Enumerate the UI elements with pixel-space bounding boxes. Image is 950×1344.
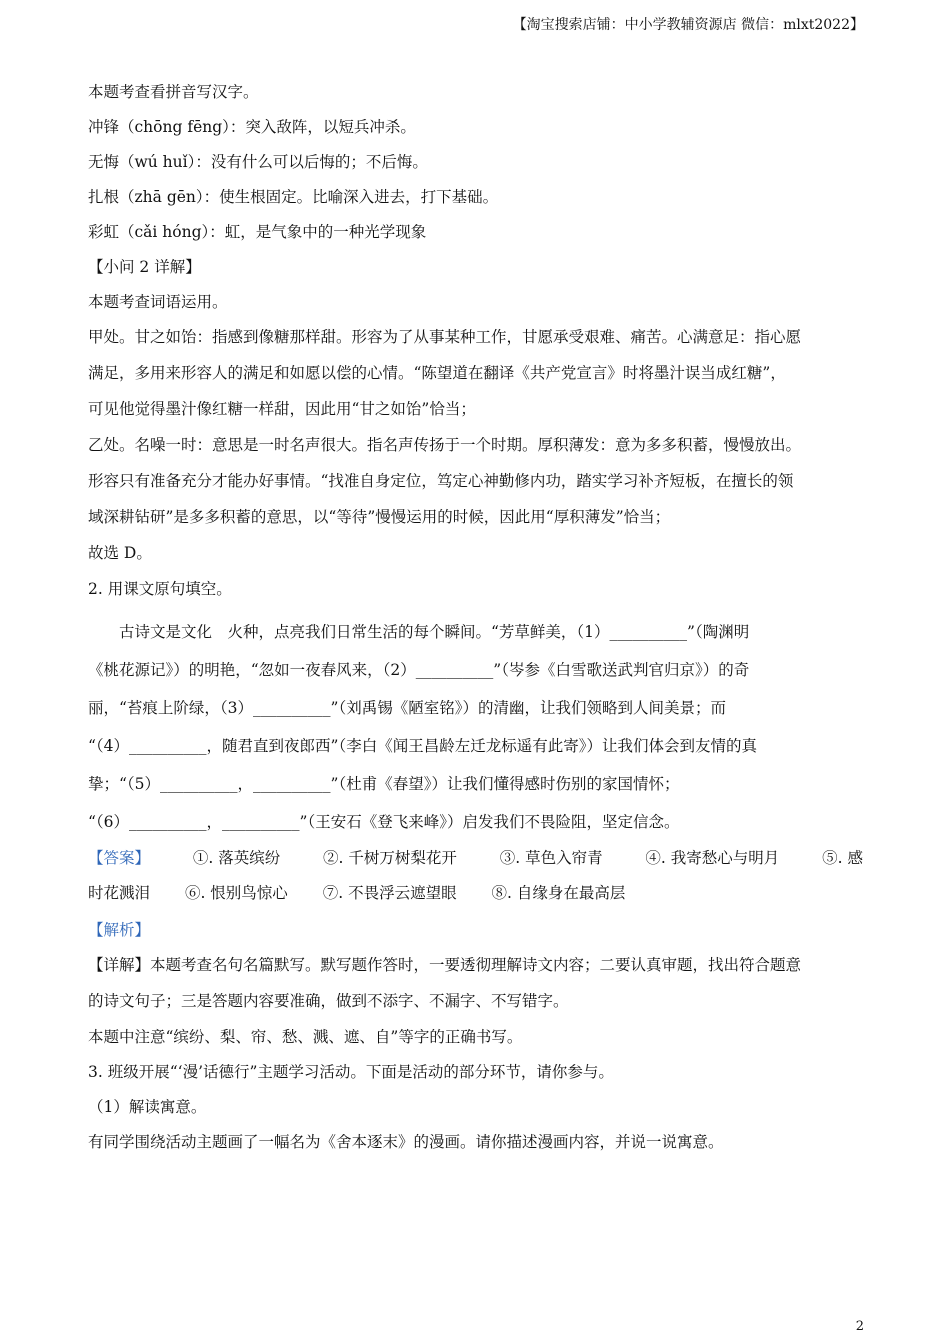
answer-item: ⑧. 自缘身在最高层: [491, 884, 626, 902]
answer-label: 【答案】: [88, 849, 151, 867]
paragraph-line: 可见他觉得墨汁像红糖一样甜，因此用“甘之如饴”恰当；: [88, 400, 476, 418]
passage-line: 丽，“苔痕上阶绿，（3）__________”（刘禹锡《陋室铭》）的清幽，让我们领略到人间美景；而: [88, 699, 726, 717]
question-3-title: 3. 班级开展“‘漫’话德行”主题学习活动。下面是活动的部分环节，请你参与。: [88, 1063, 614, 1081]
answer-item: ④. 我寄愁心与明月: [645, 849, 780, 867]
document-body: [88, 80, 863, 1165]
paragraph-line: 本题中注意“缤纷、梨、帘、愁、溅、遮、自”等字的正确书写。: [88, 1028, 523, 1046]
q1-intro: 本题考查看拼音写汉字。: [88, 83, 259, 101]
analysis-label: 【解析】: [88, 921, 151, 939]
answer-item: ⑤. 感: [822, 849, 863, 867]
word-explanation: 无悔（wú huǐ）：没有什么可以后悔的；不后悔。: [88, 153, 428, 171]
answer-item: ②. 千树万树梨花开: [323, 849, 457, 867]
paragraph-line: 域深耕钻研”是多多积蓄的意思，以“等待”慢慢运用的时候，因此用“厚积薄发”恰当；: [88, 508, 671, 526]
passage-line: 挚；“（5）__________，__________”（杜甫《春望》）让我们懂得感时伤别的家国情怀；: [88, 775, 680, 793]
word-explanation: 扎根（zhā gēn）：使生根固定。比喻深入进去，打下基础。: [88, 188, 499, 206]
answer-item: ③. 草色入帘青: [499, 849, 603, 867]
paragraph-line: 乙处。名噪一时：意思是一时名声很大。指名声传扬于一个时期。厚积薄发：意为多多积蓄，慢慢放出。: [88, 436, 802, 454]
passage-line: “（4）__________，随君直到夜郎西”（李白《闻王昌龄左迁龙标遥有此寄》）让我们体会到友情的真: [88, 737, 757, 755]
sub-question-2-explanation: [88, 325, 863, 577]
page-number: 2: [855, 1319, 864, 1334]
question-3-prompt: 有同学围绕活动主题画了一幅名为《舍本逐末》的漫画。请你描述漫画内容，并说一说寓意。: [88, 1133, 724, 1151]
answer-item: ⑦. 不畏浮云遮望眼: [322, 884, 457, 902]
analysis-detail: [88, 953, 863, 1025]
passage-line: 《桃花源记》）的明艳，“忽如一夜春风来，（2）__________”（岑参《白雪歌送武判官归京》）的奇: [88, 661, 750, 679]
sub-question-2-title: 【小问 2 详解】: [88, 258, 201, 276]
page-header: 【淘宝搜索店铺：中小学教辅资源店 微信：mlxt2022】: [512, 17, 864, 33]
paragraph-line: 甲处。甘之如饴：指感到像糖那样甜。形容为了从事某种工作，甘愿承受艰难、痛苦。心满意足：指心愿: [88, 328, 802, 346]
question-2-title: 2. 用课文原句填空。: [88, 580, 232, 598]
answer-item: ⑥. 恨别鸟惊心: [184, 884, 288, 902]
passage-line: “（6）__________，__________”（王安石《登飞来峰》）启发我们不畏险阻，坚定信念。: [88, 813, 680, 831]
answers-row: [88, 846, 863, 881]
word-explanation: 冲锋（chōng fēng）：突入敌阵，以短兵冲杀。: [88, 118, 416, 136]
passage-line: 古诗文是文化 火种，点亮我们日常生活的每个瞬间。“芳草鲜美，（1）__________”（陶渊明: [119, 623, 750, 641]
word-explanation: 彩虹（cǎi hóng）：虹，是气象中的一种光学现象: [88, 223, 427, 241]
answer-item: 时花溅泪: [88, 884, 151, 902]
paragraph-line: 【详解】本题考查名句名篇默写。默写题作答时，一要透彻理解诗文内容；二要认真审题，找出符合题意: [88, 956, 802, 974]
sub-question-2-intro: 本题考查词语运用。: [88, 293, 228, 311]
paragraph-line: 形容只有准备充分才能办好事情。“找准自身定位，笃定心神勤修内功，踏实学习补齐短板，在擅长的领: [88, 472, 794, 490]
paragraph-line: 的诗文句子；三是答题内容要准确，做到不添字、不漏字、不写错字。: [88, 992, 569, 1010]
question-3-sub1: （1）解读寓意。: [88, 1098, 207, 1116]
paragraph-line: 满足，多用来形容人的满足和如愿以偿的心情。“陈望道在翻译《共产党宣言》时将墨汁误当成红糖”，: [88, 364, 786, 382]
paragraph-line: 故选 D。: [88, 544, 152, 562]
answer-item: ①. 落英缤纷: [192, 849, 281, 867]
fill-in-passage: [88, 618, 863, 846]
answers-row-continued: [88, 881, 863, 918]
